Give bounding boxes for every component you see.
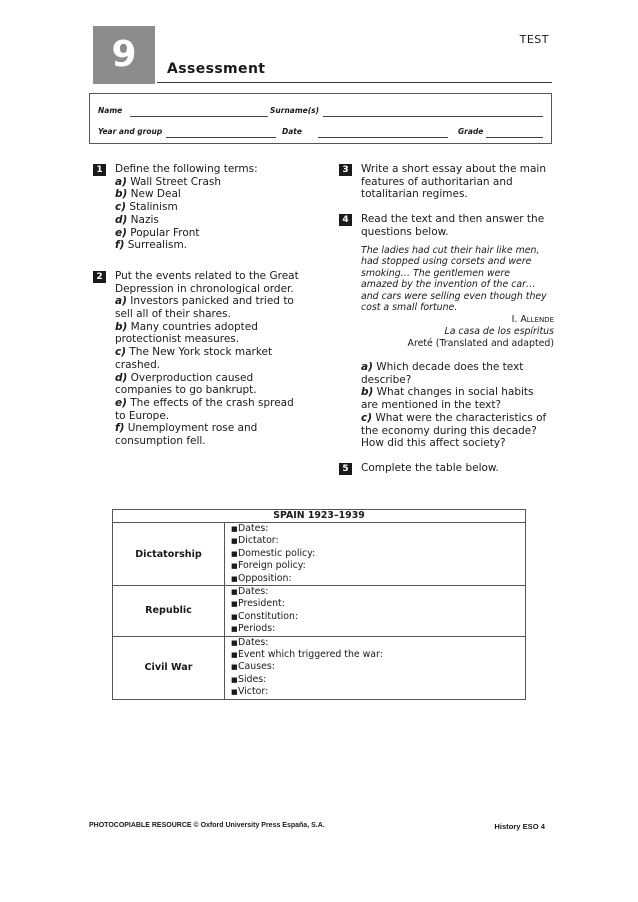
event-item-cont: crashed.: [115, 358, 161, 371]
event-item-cont: to Europe.: [115, 409, 170, 422]
grade-label: Grade: [458, 127, 484, 136]
grade-field[interactable]: [486, 137, 543, 138]
quote-author: I. Allende: [511, 314, 554, 326]
table-row: [113, 636, 526, 699]
event-item: a) Investors panicked and tried to: [115, 295, 294, 308]
footer-course: History ESO 4: [494, 822, 545, 831]
question-number: 5: [339, 463, 352, 475]
event-item-cont: companies to go bankrupt.: [115, 384, 257, 397]
question-3: [339, 163, 554, 201]
row-items[interactable]: ■Dates: ■Dictator: ■Domestic policy: ■Foreign policy: ■Opposition:: [225, 523, 526, 586]
row-head-republic: Republic: [113, 586, 225, 637]
question-text: Read the text and then answer the: [361, 213, 545, 226]
name-field[interactable]: [130, 116, 268, 117]
term-item: f) Surrealism.: [115, 239, 188, 252]
term-item: b) New Deal: [115, 188, 181, 201]
question-number: 3: [339, 164, 352, 176]
question-5: [339, 462, 554, 475]
question-intro: Put the events related to the Great: [115, 269, 299, 282]
quote-block: The ladies had cut their hair like men, had stopped using corsets and were smoking… The gentlemen were amazed by the invention of the car… and cars were selling even though they cost a small fortune.: [361, 244, 547, 314]
question-text: questions below.: [361, 225, 449, 238]
table-title: SPAIN 1923–1939: [113, 510, 526, 523]
term-item: c) Stalinism: [115, 201, 178, 214]
question-intro: Define the following terms:: [115, 163, 258, 175]
question-4: [339, 213, 554, 450]
date-label: Date: [282, 127, 302, 136]
quote-publisher: Areté (Translated and adapted): [407, 338, 554, 350]
unit-number: 9: [93, 26, 155, 84]
question-intro: Depression in chronological order.: [115, 282, 294, 295]
year-group-label: Year and group: [98, 127, 163, 136]
question-number: 4: [339, 214, 352, 226]
event-item: c) The New York stock market: [115, 346, 273, 359]
reading-questions: a) Which decade does the text describe? b) What changes in social habits are mentioned in the text? c) What were the characteristics of the economy during this decade? How did this affect society?: [361, 361, 547, 450]
event-item-cont: protectionist measures.: [115, 333, 240, 346]
surname-label: Surname(s): [270, 106, 320, 115]
title-divider: [157, 82, 552, 83]
row-head-dictatorship: Dictatorship: [113, 523, 225, 586]
term-item: d) Nazis: [115, 213, 159, 226]
student-info-box: [89, 93, 552, 144]
surname-field[interactable]: [323, 116, 543, 117]
right-column: [339, 163, 554, 475]
event-item-cont: sell all of their shares.: [115, 308, 231, 321]
event-item: b) Many countries adopted: [115, 320, 258, 333]
name-label: Name: [98, 106, 123, 115]
info-row-name: [98, 106, 543, 118]
term-item: a) Wall Street Crash: [115, 175, 222, 188]
row-head-civil-war: Civil War: [113, 636, 225, 699]
table-row: [113, 586, 526, 637]
quote-book: La casa de los espíritus: [444, 326, 554, 338]
question-text: totalitarian regimes.: [361, 188, 468, 201]
row-items[interactable]: ■Dates: ■President: ■Constitution: ■Periods:: [225, 586, 526, 637]
question-text: Write a short essay about the main: [361, 163, 546, 175]
footer-copyright: PHOTOCOPIABLE RESOURCE © Oxford University Press España, S.A.: [89, 822, 325, 829]
event-item-cont: consumption fell.: [115, 435, 206, 448]
page-title: Assessment: [167, 61, 266, 77]
question-number: 1: [93, 164, 106, 176]
question-text: features of authoritarian and: [361, 175, 513, 188]
info-row-year: [98, 127, 543, 139]
event-item: e) The effects of the crash spread: [115, 396, 294, 409]
question-2: [93, 270, 313, 448]
question-text: Complete the table below.: [361, 462, 499, 474]
event-item: d) Overproduction caused: [115, 371, 254, 384]
row-items[interactable]: ■Dates: ■Event which triggered the war: ■Causes: ■Sides: ■Victor:: [225, 636, 526, 699]
test-label: TEST: [519, 33, 549, 46]
term-item: e) Popular Front: [115, 226, 200, 239]
left-column: [93, 163, 313, 448]
event-item: f) Unemployment rose and: [115, 422, 258, 435]
question-1: [93, 163, 313, 252]
year-group-field[interactable]: [166, 137, 276, 138]
table-row: [113, 523, 526, 586]
spain-table: [112, 509, 526, 700]
question-number: 2: [93, 271, 106, 283]
date-field[interactable]: [318, 137, 448, 138]
